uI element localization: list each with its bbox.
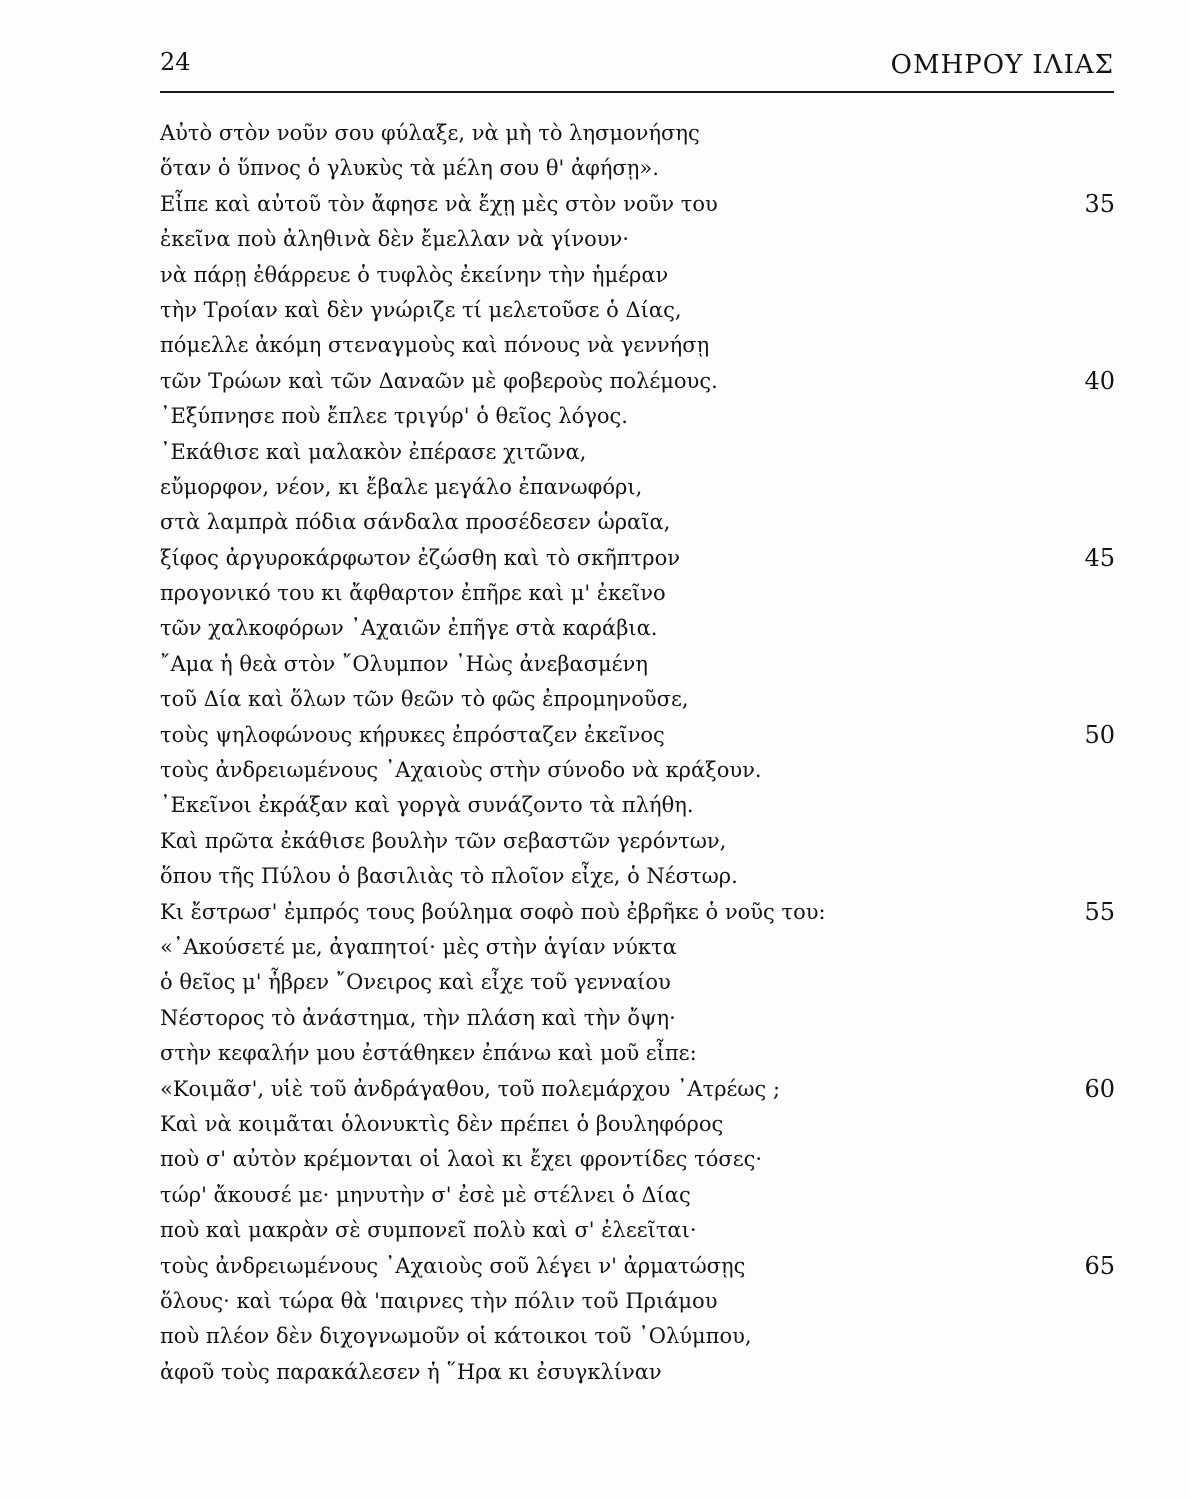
verse-line (160, 541, 1115, 576)
verse-text: ὁ θεῖος μ' ἦβρεν ῎Ονειρος καὶ εἶχε τοῦ γενναίου (160, 970, 671, 995)
verse-text: τοῦ Δία καὶ ὅλων τῶν θεῶν τὸ φῶς ἐπρομηνοῦσε, (160, 687, 689, 712)
verse-line (160, 965, 1115, 1000)
verse-line (160, 930, 1115, 965)
verse-text: ᾿Εκεῖνοι ἐκράξαν καὶ γοργὰ συνάζοντο τὰ πλήθη. (160, 793, 694, 818)
verse-text: τῶν Τρώων καὶ τῶν Δαναῶν μὲ φοβεροὺς πολέμους. (160, 368, 718, 393)
verse-text: τώρ' ἄκουσέ με· μηνυτὴν σ' ἐσὲ μὲ στέλνει ὁ Δίας (160, 1182, 691, 1207)
verse-line (160, 1319, 1115, 1354)
line-number: 60 (1084, 1074, 1115, 1103)
verse-text: τῶν χαλκοφόρων ᾿Αχαιῶν ἐπῆγε στὰ καράβια. (160, 616, 658, 641)
line-number: 40 (1084, 366, 1115, 395)
verse-text: ποὺ πλέον δὲν διχογνωμοῦν οἱ κάτοικοι τοῦ ᾿Ολύμπου, (160, 1324, 752, 1349)
verse-line (160, 187, 1115, 222)
header-rule (160, 91, 1114, 93)
verse-line (160, 788, 1115, 823)
verse-text: Αὐτὸ στὸν νοῦν σου φύλαξε, νὰ μὴ τὸ λησμονήσης (160, 121, 700, 145)
verse-line (160, 505, 1115, 540)
verse-line (160, 1001, 1115, 1036)
verse-text: τοὺς ἀνδρειωμένους ᾿Αχαιοὺς στὴν σύνοδο νὰ κράξουν. (160, 758, 762, 783)
verse-line (160, 1284, 1115, 1319)
verse-text: στὰ λαμπρὰ πόδια σάνδαλα προσέδεσεν ὡραῖα, (160, 510, 671, 535)
verse-line (160, 611, 1115, 646)
verse-line (160, 364, 1115, 399)
verse-text: ᾿Εκάθισε καὶ μαλακὸν ἐπέρασε χιτῶνα, (160, 439, 587, 464)
line-number: 65 (1084, 1251, 1115, 1280)
verse-line (160, 399, 1115, 434)
verse-line (160, 1178, 1115, 1213)
verse-text: προγονικό του κι ἄφθαρτον ἐπῆρε καὶ μ' ἐκεῖνο (160, 581, 666, 606)
verse-line (160, 859, 1115, 894)
verse-line (160, 328, 1115, 363)
verse-text: τὴν Τροίαν καὶ δὲν γνώριζε τί μελετοῦσε ὁ Δίας, (160, 297, 682, 322)
verse-text: τοὺς ψηλοφώνους κήρυκες ἐπρόσταζεν ἐκεῖνος (160, 722, 665, 747)
verse-line (160, 1107, 1115, 1142)
verse-line (160, 293, 1115, 328)
verse-text: ἀφοῦ τοὺς παρακάλεσεν ἡ ῞Ηρα κι ἐσυγκλίναν (160, 1359, 662, 1384)
verse-text: ᾿Εξύπνησε ποὺ ἔπλεε τριγύρ' ὁ θεῖος λόγος. (160, 404, 628, 429)
verse-line (160, 1142, 1115, 1177)
verse-text: στὴν κεφαλήν μου ἐστάθηκεν ἐπάνω καὶ μοῦ εἶπε: (160, 1041, 697, 1066)
verse-text: Καὶ πρῶτα ἐκάθισε βουλὴν τῶν σεβαστῶν γερόντων, (160, 828, 727, 853)
verse-text: εὔμορφον, νέον, κι ἔβαλε μεγάλο ἐπανωφόρι, (160, 474, 643, 499)
verse-text: Κι ἔστρωσ' ἐμπρός τους βούλημα σοφὸ ποὺ ἐβρῆκε ὁ νοῦς του: (160, 899, 826, 924)
verse-line (160, 470, 1115, 505)
verse-line (160, 576, 1115, 611)
verse-line (160, 718, 1115, 753)
verse-text: ὅπου τῆς Πύλου ὁ βασιλιὰς τὸ πλοῖον εἶχε, ὁ Νέστωρ. (160, 864, 738, 889)
verse-text: ὅλους· καὶ τώρα θὰ 'παιρνες τὴν πόλιν τοῦ Πριάμου (160, 1288, 718, 1313)
verse-text: Νέστορος τὸ ἀνάστημα, τὴν πλάση καὶ τὴν ὄψη· (160, 1005, 676, 1030)
verse-text: ῎Αμα ἡ θεὰ στὸν ῎Ολυμπον ᾿Ηὼς ἀνεβασμένη (160, 651, 648, 676)
verse-line (160, 824, 1115, 859)
verse-text: Καὶ νὰ κοιμᾶται ὁλονυκτὶς δὲν πρέπει ὁ βουληφόρος (160, 1111, 724, 1136)
verse-line (160, 435, 1115, 470)
verse-line (160, 116, 1115, 151)
running-title: ΟΜΗΡΟΥ ΙΛΙΑΣ (890, 50, 1114, 80)
verse-line (160, 1355, 1115, 1390)
verse-text: Εἶπε καὶ αὐτοῦ τὸν ἄφησε νὰ ἔχῃ μὲς στὸν νοῦν του (160, 191, 718, 216)
verse-line (160, 647, 1115, 682)
line-number: 35 (1084, 189, 1115, 218)
verse-line (160, 1036, 1115, 1071)
verse-line (160, 895, 1115, 930)
verse-line (160, 1072, 1115, 1107)
verse-line (160, 222, 1115, 257)
verse-text: «᾿Ακούσετέ με, ἀγαπητοί· μὲς στὴν ἁγίαν νύκτα (160, 934, 677, 959)
line-number: 50 (1084, 720, 1115, 749)
verse-text: ξίφος ἀργυροκάρφωτον ἐζώσθη καὶ τὸ σκῆπτρον (160, 545, 680, 570)
verse-text: ὅταν ὁ ὕπνος ὁ γλυκὺς τὰ μέλη σου θ' ἀφήσῃ». (160, 156, 659, 181)
verse-text: «Κοιμᾶσ', υἱὲ τοῦ ἀνδράγαθου, τοῦ πολεμάρχου ᾿Ατρέως ; (160, 1076, 781, 1101)
verse-line (160, 258, 1115, 293)
verse-text: τοὺς ἀνδρειωμένους ᾿Αχαιοὺς σοῦ λέγει ν' ἀρματώσῃς (160, 1253, 746, 1278)
line-number: 55 (1084, 897, 1115, 926)
verse-text: νὰ πάρῃ ἐθάρρευε ὁ τυφλὸς ἐκείνην τὴν ἡμέραν (160, 262, 669, 287)
verse-text: ἐκεῖνα ποὺ ἀληθινὰ δὲν ἔμελλαν νὰ γίνουν· (160, 227, 630, 252)
verse-text: πόμελλε ἀκόμη στεναγμοὺς καὶ πόνους νὰ γεννήσῃ (160, 333, 710, 358)
verse-line (160, 682, 1115, 717)
verse-line (160, 753, 1115, 788)
verse-text: ποὺ καὶ μακρὰν σὲ συμπονεῖ πολὺ καὶ σ' ἐλεεῖται· (160, 1218, 697, 1243)
verse-body (160, 116, 1115, 1390)
page-number: 24 (160, 48, 191, 76)
verse-line (160, 1213, 1115, 1248)
verse-line (160, 1249, 1115, 1284)
verse-line (160, 151, 1115, 186)
line-number: 45 (1084, 543, 1115, 572)
verse-text: ποὺ σ' αὐτὸν κρέμονται οἱ λαοὶ κι ἔχει φροντίδες τόσες· (160, 1147, 763, 1172)
